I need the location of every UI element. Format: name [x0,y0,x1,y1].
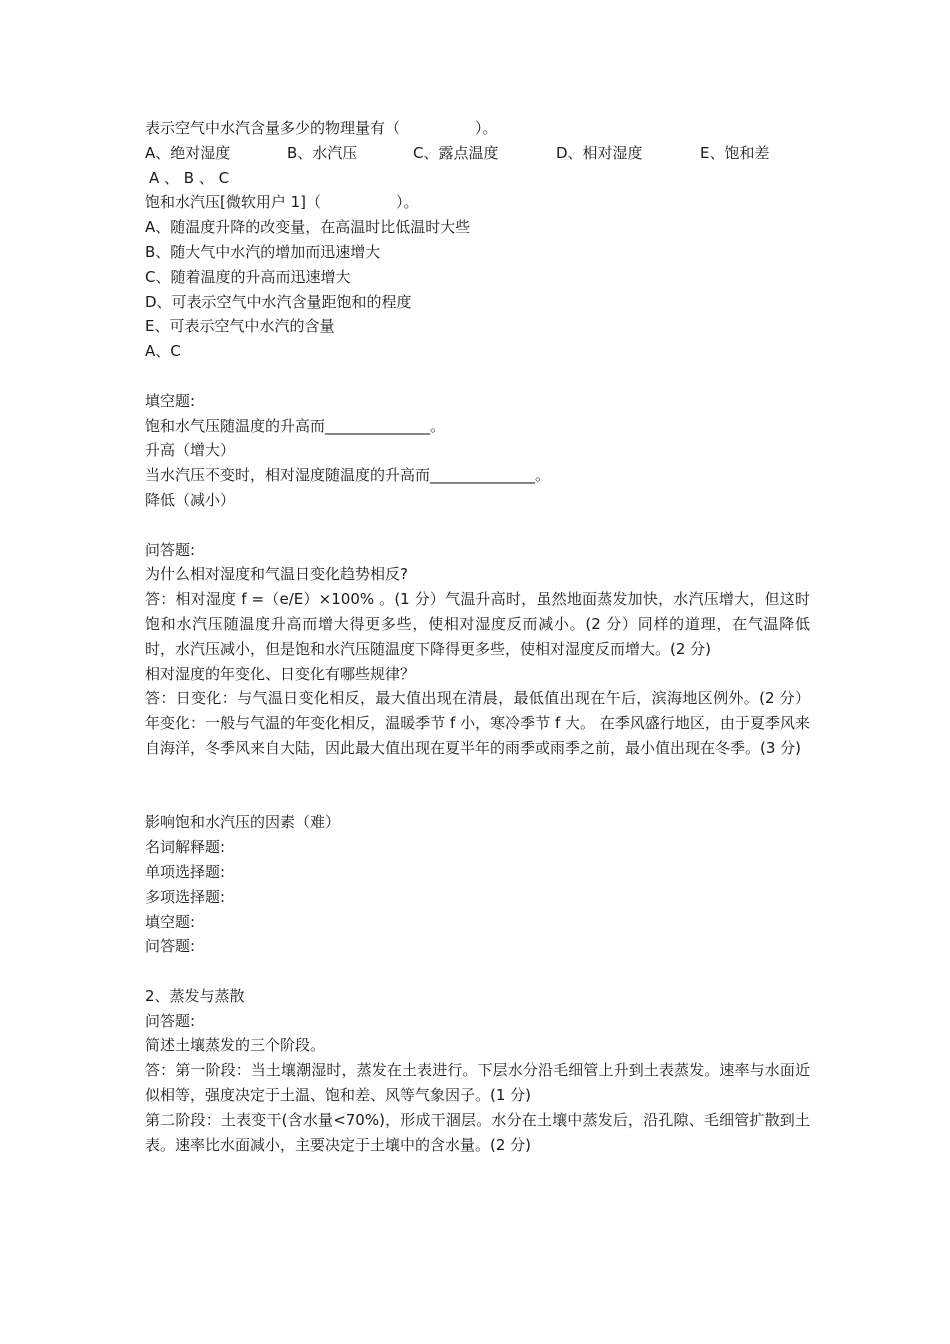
section-heading-single-choice: 单项选择题: [145,862,226,881]
answer-saturation-pressure: A、C [145,342,181,361]
qa-answer: 答：第一阶段：当土壤潮湿时，蒸发在土表进行。下层水分沿毛细管上升到土表蒸发。速率与水面近似相等，强度决定于土温、饱和差、风等气象因子。(1 分) [145,1061,810,1105]
spacer [145,513,810,538]
section-heading-qa: 问答题: [145,937,196,956]
spacer [145,364,810,389]
fill-answer: 升高（增大） [145,441,236,460]
option-e: E、可表示空气中水汽的含量 [145,317,335,336]
option-c: C、露点温度 [413,143,499,162]
option-a: A、随温度升降的改变量，在高温时比低温时大些 [145,218,471,237]
fill-answer: 降低（减小） [145,490,236,509]
option-c: C、随着温度的升高而迅速增大 [145,267,351,286]
answer-humidity-quantities: A 、 B 、 C [149,168,230,187]
spacer [145,959,810,984]
option-e: E、饱和差 [700,143,770,162]
qa-question: 相对湿度的年变化、日变化有哪些规律？ [145,664,416,683]
fill-question: 饱和水气压随温度的升高而______________。 [145,416,446,435]
question-humidity-options [145,141,810,166]
spacer [145,761,810,786]
section-heading-qa: 问答题: [145,1011,196,1030]
question-humidity-quantities: 表示空气中水汽含量多少的物理量有（ ）。 [145,119,498,137]
fill-question: 当水汽压不变时，相对湿度随温度的升高而______________。 [145,466,551,485]
option-b: B、水汽压 [287,143,358,162]
qa-answer: 第二阶段：土表变干(含水量<70%)，形成干涸层。水分在土壤中蒸发后，沿孔隙、毛细管扩散到土表。速率比水面减小，主要决定于土壤中的含水量。(2 分) [145,1110,810,1154]
topic-title: 影响饱和水汽压的因素（难） [145,813,341,832]
option-b: B、随大气中水汽的增加而迅速增大 [145,242,381,261]
qa-answer: 答：日变化：与气温日变化相反，最大值出现在清晨，最低值出现在午后，滨海地区例外。(2 分）年变化：一般与气温的年变化相反，温暖季节 f 小，寒冷季节 f 大。 在季风盛行地区，由于夏季风来自海洋，冬季风来自大陆，因此最大值出现在夏半年的雨季或雨季之前，最小值出现在冬季。(3 分) [145,689,810,757]
option-a: A、绝对湿度 [145,143,231,162]
qa-question: 简述土壤蒸发的三个阶段。 [145,1036,326,1055]
section-heading-multiple-choice: 多项选择题: [145,887,226,906]
question-saturation-pressure: 饱和水汽压[微软用户 1]（ ）。 [145,193,419,212]
document-body [145,116,810,1157]
option-d: D、相对湿度 [556,143,643,162]
spacer [145,786,810,811]
section-heading-fill: 填空题: [145,912,196,931]
qa-answer: 答：相对湿度 f =（e/E）×100% 。(1 分）气温升高时，虽然地面蒸发加快，水汽压增大，但这时饱和水汽压随温度升高而增大得更多些，使相对湿度反而减小。(2 分）同样的道理，在气温降低时，水汽压减小，但是饱和水汽压随温度下降得更多些，使相对湿度反而增大。(2 分) [145,590,810,658]
section-title: 2、蒸发与蒸散 [145,986,245,1005]
qa-question: 为什么相对湿度和气温日变化趋势相反? [145,565,408,584]
section-heading-terms: 名词解释题: [145,838,226,857]
option-d: D、可表示空气中水汽含量距饱和的程度 [145,292,412,311]
section-heading-fill: 填空题: [145,391,196,410]
section-heading-qa: 问答题: [145,540,196,559]
